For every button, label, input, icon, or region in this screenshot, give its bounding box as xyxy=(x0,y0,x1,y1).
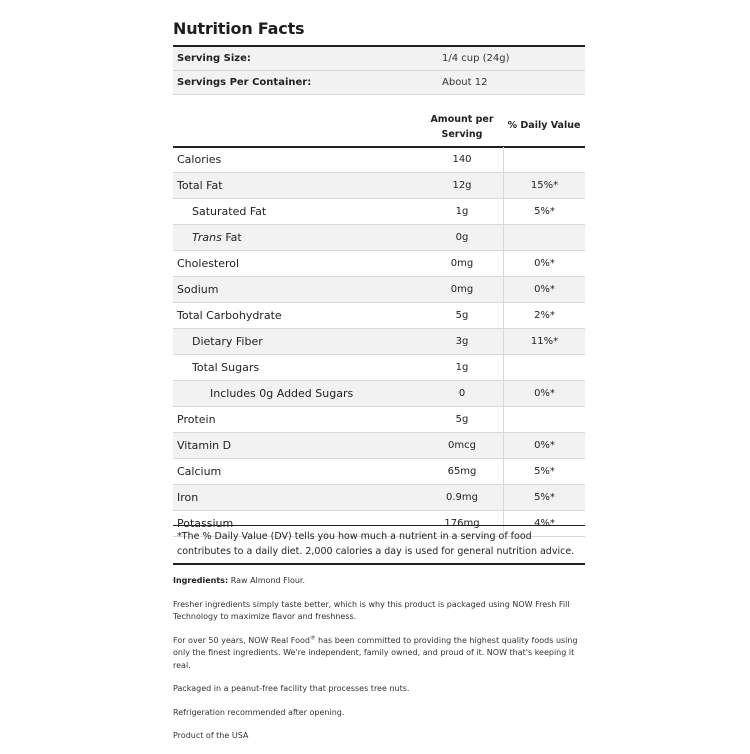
nutrient-daily-value: 5%* xyxy=(503,199,585,224)
nutrient-daily-value xyxy=(503,407,585,432)
nutrient-daily-value: 11%* xyxy=(503,329,585,354)
nutrient-amount: 0g xyxy=(455,232,469,243)
ingredients-text: Raw Almond Flour. xyxy=(228,576,306,585)
nutrient-amount: 0.9mg xyxy=(446,492,478,503)
table-header xyxy=(173,110,585,148)
nutrient-amount: 0mg xyxy=(450,258,474,269)
nutrient-name-text: Total Sugars xyxy=(192,361,260,374)
nutrient-name-text: Dietary Fiber xyxy=(192,335,263,348)
nutrient-amount: 12g xyxy=(452,180,472,191)
freshness-note: Fresher ingredients simply taste better, which is why this product is packaged using NOW Fresh Fill Technology to maximize flavor and freshness. xyxy=(173,599,570,621)
nutrient-row xyxy=(173,329,585,355)
nutrient-daily-value: 5%* xyxy=(503,459,585,484)
nutrient-row xyxy=(173,147,585,173)
nutrient-name xyxy=(173,413,421,426)
nutrient-name xyxy=(173,387,421,400)
nutrient-daily-value xyxy=(503,147,585,172)
nutrient-name-text: Total Fat xyxy=(177,179,223,192)
nutrient-daily-value: 0%* xyxy=(503,381,585,406)
nutrient-name xyxy=(173,257,421,270)
nutrient-name-text: Sodium xyxy=(177,283,219,296)
company-note-end: has been committed to providing the highest quality foods using only the finest ingredients. We're independent, family owned, and proud of it. NOW that's keeping it real. xyxy=(173,635,578,670)
nutrient-name-italic: Trans xyxy=(192,231,222,244)
company-note-start: For over 50 years, NOW Real Food xyxy=(173,635,310,645)
nutrient-amount: 3g xyxy=(455,336,469,347)
nutrient-amount: 5g xyxy=(455,414,469,425)
nutrient-amount: 0 xyxy=(458,388,466,399)
nutrient-name-text: Calcium xyxy=(177,465,222,478)
nutrient-name-text: Iron xyxy=(177,491,199,504)
nutrient-daily-value: 0%* xyxy=(503,277,585,302)
refrigeration-note: Refrigeration recommended after opening. xyxy=(173,707,345,717)
nutrient-name-text: Cholesterol xyxy=(177,257,240,270)
serving-info xyxy=(173,45,585,95)
nutrient-name xyxy=(173,465,421,478)
nutrient-daily-value: 5%* xyxy=(503,485,585,510)
nutrient-name-text: Includes 0g Added Sugars xyxy=(210,387,354,400)
nutrient-name-text: Potassium xyxy=(177,517,234,530)
nutrient-amount: 176mg xyxy=(444,518,480,529)
nutrient-name xyxy=(173,283,421,296)
product-notes xyxy=(173,575,593,754)
nutrient-amount: 65mg xyxy=(447,466,477,477)
nutrient-name xyxy=(173,231,421,244)
nutrient-name xyxy=(173,205,421,218)
nutrient-row xyxy=(173,407,585,433)
nutrient-name-text: Fat xyxy=(221,231,242,244)
origin-note: Product of the USA xyxy=(173,731,249,740)
nutrient-row xyxy=(173,225,585,251)
nutrient-row xyxy=(173,277,585,303)
nutrient-name xyxy=(173,439,421,452)
nutrient-name-text: Calories xyxy=(177,153,222,166)
nutrient-amount: 0mg xyxy=(450,284,474,295)
amount-per-serving-header xyxy=(421,112,503,142)
nutrient-amount: 0mcg xyxy=(448,440,476,451)
nutrient-amount: 1g xyxy=(455,362,469,373)
nutrient-daily-value: 0%* xyxy=(503,251,585,276)
nutrient-amount: 140 xyxy=(452,154,472,165)
serving-size-label: Serving Size: xyxy=(177,53,251,64)
nutrient-row xyxy=(173,433,585,459)
servings-per-container-label: Servings Per Container: xyxy=(177,77,312,88)
servings-per-container-value: About 12 xyxy=(442,77,488,88)
nutrient-name xyxy=(173,491,421,504)
nutrient-daily-value: 2%* xyxy=(503,303,585,328)
nutrient-row xyxy=(173,303,585,329)
ingredients-label: Ingredients: xyxy=(173,576,229,585)
nutrient-name-text: Saturated Fat xyxy=(192,205,267,218)
nutrient-row xyxy=(173,485,585,511)
nutrient-row xyxy=(173,173,585,199)
nutrient-row xyxy=(173,459,585,485)
nutrient-amount: 1g xyxy=(455,206,469,217)
serving-size-row xyxy=(173,47,585,70)
nutrient-row xyxy=(173,199,585,225)
nutrient-table xyxy=(173,147,585,537)
nutrient-name xyxy=(173,335,421,348)
ingredients-note xyxy=(173,575,593,588)
nutrient-name-text: Vitamin D xyxy=(177,439,232,452)
amount-header-line2: Serving xyxy=(441,129,483,140)
nutrient-row xyxy=(173,355,585,381)
nutrient-daily-value xyxy=(503,225,585,250)
nutrient-amount: 5g xyxy=(455,310,469,321)
serving-size-value: 1/4 cup (24g) xyxy=(442,53,510,64)
nutrient-row xyxy=(173,381,585,407)
nutrient-name xyxy=(173,153,421,166)
nutrient-daily-value: 15%* xyxy=(503,173,585,198)
registered-mark: ® xyxy=(309,634,316,641)
company-note xyxy=(173,635,593,673)
daily-value-header: % Daily Value xyxy=(507,120,581,131)
nutrient-name xyxy=(173,361,421,374)
nutrient-row xyxy=(173,251,585,277)
nutrient-name-text: Total Carbohydrate xyxy=(177,309,282,322)
nutrient-daily-value: 0%* xyxy=(503,433,585,458)
nutrient-daily-value: 4%* xyxy=(503,511,585,536)
nutrient-name-text: Protein xyxy=(177,413,216,426)
amount-header-line1: Amount per xyxy=(430,114,494,125)
allergen-note: Packaged in a peanut-free facility that processes tree nuts. xyxy=(173,684,410,693)
daily-value-footnote: *The % Daily Value (DV) tells you how much a nutrient in a serving of food contributes to a daily diet. 2,000 calories a day is used for general nutrition advice. xyxy=(173,525,585,565)
page-title: Nutrition Facts xyxy=(173,19,305,38)
nutrient-daily-value xyxy=(503,355,585,380)
nutrient-name xyxy=(173,179,421,192)
nutrient-name xyxy=(173,309,421,322)
servings-per-container-row xyxy=(173,70,585,94)
